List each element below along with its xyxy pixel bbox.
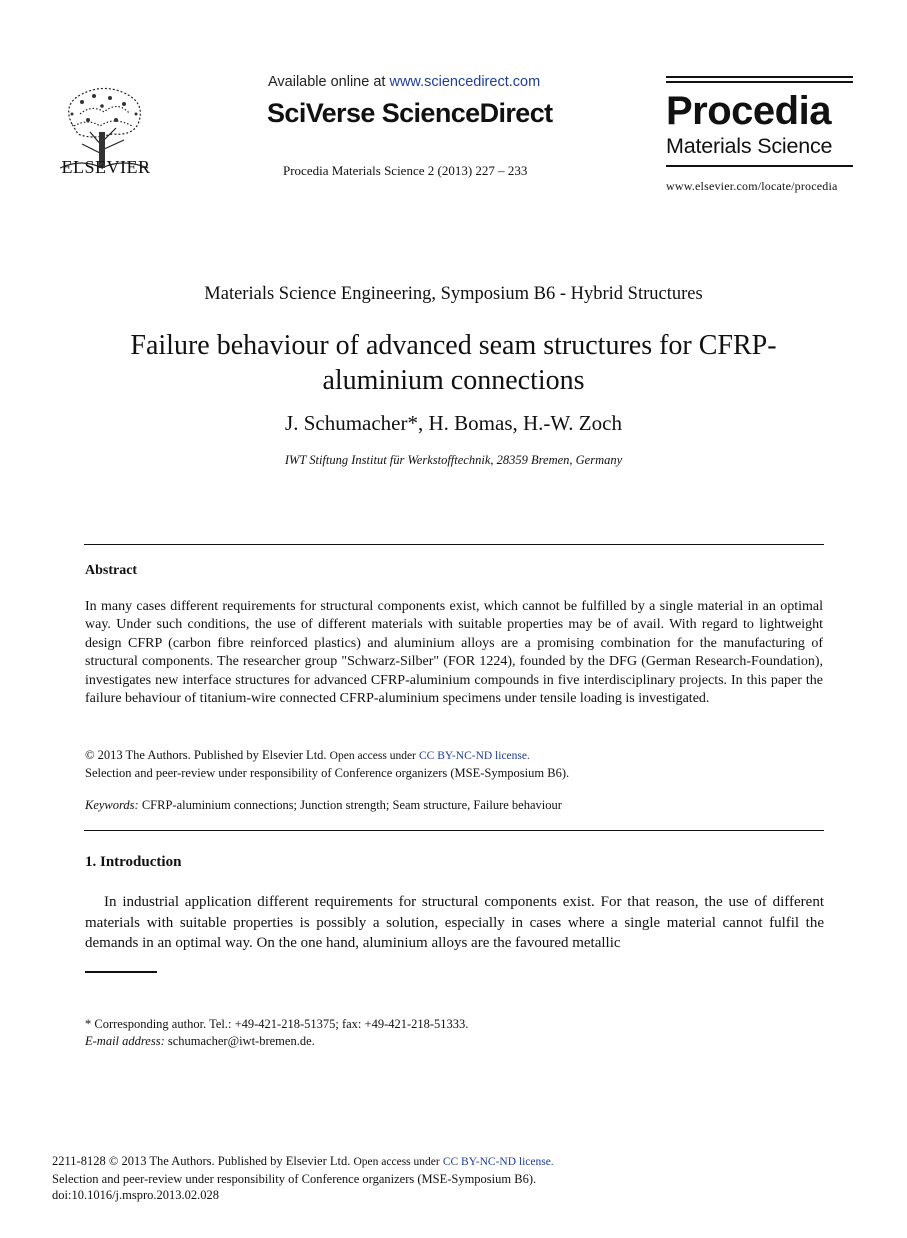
copyright-line	[85, 747, 825, 765]
available-online-label: Available online at	[268, 74, 390, 90]
open-access-label: Open access under	[353, 1156, 440, 1168]
procedia-subtitle: Materials Science	[666, 134, 833, 158]
corresponding-author: * Corresponding author. Tel.: +49-421-218-51375; fax: +49-421-218-51333.	[85, 1017, 469, 1031]
available-online-line	[268, 74, 540, 90]
email-line	[85, 1033, 468, 1050]
selection-line: Selection and peer-review under responsibility of Conference organizers (MSE-Symposium B6).	[85, 766, 570, 780]
divider	[84, 830, 824, 831]
title-line: Failure behaviour of advanced seam structures for CFRP-	[130, 330, 777, 361]
email-address[interactable]: schumacher@iwt-bremen.de.	[167, 1034, 315, 1048]
logo-bar	[666, 165, 853, 167]
paper-title	[100, 328, 807, 398]
sciverse-sciencedirect-logo: SciVerse ScienceDirect	[267, 98, 553, 128]
procedia-name: Procedia	[666, 89, 831, 133]
procedia-url[interactable]: www.elsevier.com/locate/procedia	[666, 179, 838, 193]
license-link[interactable]: CC BY-NC-ND license.	[419, 750, 530, 762]
copyright-block	[85, 747, 825, 782]
procedia-logo	[666, 76, 853, 170]
affiliation: IWT Stiftung Institut für Werkstofftechnik, 28359 Bremen, Germany	[284, 453, 623, 467]
email-label: E-mail address:	[85, 1034, 165, 1048]
copyright-text: © 2013 The Authors. Published by Elsevier Ltd.	[85, 748, 327, 762]
bottom-info	[52, 1153, 554, 1204]
introduction-text: In industrial application different requirements for structural components exist. For that reason, the use of different materials with suitable properties is possibly a solution, especially in cases where a single material cannot fulfil the demands in an optimal way. On the one hand, aluminium alloys are the favoured metallic	[85, 894, 824, 951]
introduction-heading: 1. Introduction	[85, 854, 182, 870]
title-line: aluminium connections	[322, 365, 585, 396]
license-link[interactable]: CC BY-NC-ND license.	[442, 1156, 554, 1168]
footnote-rule	[85, 971, 157, 973]
keywords-label: Keywords:	[85, 798, 139, 812]
sciencedirect-link[interactable]: www.sciencedirect.com	[389, 74, 541, 90]
keywords-list: CFRP-aluminium connections; Junction strength; Seam structure, Failure behaviour	[141, 798, 562, 812]
divider	[84, 544, 824, 545]
abstract-text: In many cases different requirements for structural components exist, which cannot be fulfilled by a single material in an optimal way. Under such conditions, the use of different materials with suitable properties may be of avail. With regard to lightweight design CFRP (carbon fibre reinforced plastics) and aluminium alloys are a promising combination for the manufacturing of structural components. The researcher group "Schwarz-Silber" (FOR 1224), founded by the DFG (German Research-Foundation), investigates new interface structures for advanced CFRP-aluminium compounds in five interdisciplinary projects. In this paper the failure behaviour of titanium-wire connected CFRP-aluminium specimens under tensile loading is investigated.	[85, 599, 823, 707]
logo-bar	[666, 81, 853, 83]
logo-bar	[666, 76, 853, 78]
open-access-label: Open access under	[329, 750, 416, 762]
selection-line: Selection and peer-review under responsibility of Conference organizers (MSE-Symposium B6).	[52, 1171, 537, 1186]
conference-name: Materials Science Engineering, Symposium B6 - Hybrid Structures	[204, 284, 703, 304]
issn-line	[52, 1153, 554, 1171]
elsevier-wordmark: ELSEVIER	[61, 157, 151, 177]
abstract-heading: Abstract	[85, 563, 138, 578]
doi[interactable]: doi:10.1016/j.mspro.2013.02.028	[52, 1188, 220, 1202]
footnote	[85, 1016, 468, 1050]
keywords-line	[85, 798, 562, 813]
author-list: J. Schumacher*, H. Bomas, H.-W. Zoch	[285, 411, 622, 435]
issn-text: 2211-8128 © 2013 The Authors. Published by Elsevier Ltd.	[52, 1154, 351, 1168]
journal-reference: Procedia Materials Science 2 (2013) 227 – 233	[283, 163, 528, 178]
